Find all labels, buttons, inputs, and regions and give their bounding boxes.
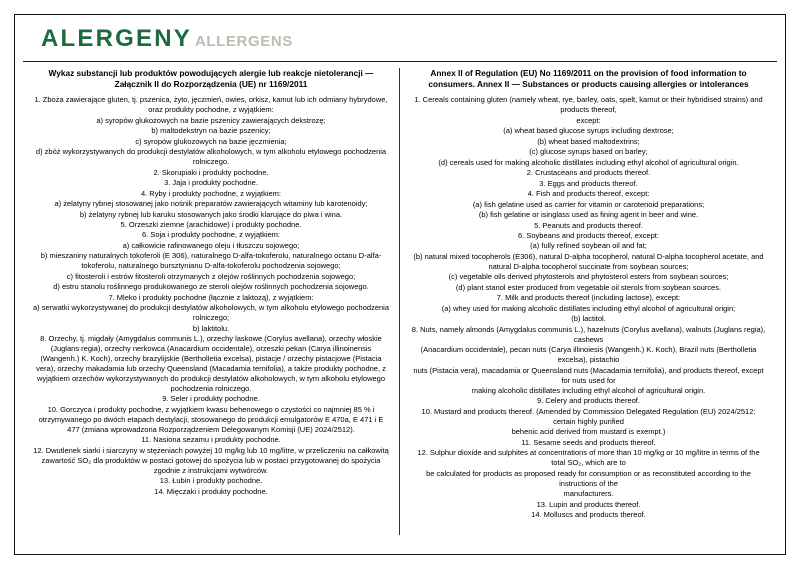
list-item: except: <box>576 115 601 125</box>
column-polish <box>23 68 400 535</box>
english-list <box>408 95 769 520</box>
list-item: 7. Mleko i produkty pochodne (łącznie z laktozą), z wyjątkiem: <box>108 292 314 302</box>
list-item: d) zbóż wykorzystywanych do produkcji destylatów alkoholowych, w tym alkoholu etylowego pochodzenia rolniczego. <box>35 147 387 167</box>
list-item: nuts (Pistacia vera), macadamia or Queensland nuts (Macadamia ternifolia), and products thereof, except for nuts used for <box>413 365 764 385</box>
list-item: b) mieszaniny naturalnych tokoferoli (E 306), naturalnego D-alfa-tokoferolu, naturalnego octanu D-alfa-tokoferolu, naturalnego bursztynianu D-alfa-tokoferolu pochodzenia sojowego; <box>40 251 382 271</box>
list-item: 13. Łubin i produkty pochodne. <box>159 476 263 486</box>
list-item: 4. Ryby i produkty pochodne, z wyjątkiem: <box>140 188 282 198</box>
list-item: (a) fully refined soybean oil and fat; <box>530 241 647 251</box>
list-item: (a) wheat based glucose syrups including dextrose; <box>503 126 674 136</box>
list-item: (Anacardium occidentale), pecan nuts (Carya illinoiesis (Wangenh.) K. Koch), Brazil nuts (Bertholletia excelsa), pistachio <box>420 345 757 365</box>
list-item: (b) fish gelatine or isinglass used as fining agent in beer and wine. <box>478 210 699 220</box>
list-item: making alcoholic distillates including ethyl alcohol of agricultural origin. <box>471 386 706 395</box>
english-heading: Annex II of Regulation (EU) No 1169/2011 on the provision of food information to consumers. Annex II — Substances or products causing allergies or intolerances <box>428 68 749 90</box>
list-item: c) syropów glukozowych na bazie jęczmienia; <box>135 136 287 146</box>
list-item: 11. Nasiona sezamu i produkty pochodne. <box>141 435 281 445</box>
list-item: 11. Sesame seeds and products thereof. <box>521 437 656 447</box>
list-item: 6. Soja i produkty pochodne, z wyjątkiem: <box>142 230 280 240</box>
polish-list <box>31 95 391 496</box>
columns-container <box>23 68 777 535</box>
list-item: c) fitosteroli i estrów fitosteroli otrzymanych z olejów roślinnych pochodzenia sojowego; <box>66 271 356 281</box>
list-item: (b) natural mixed tocopherols (E306), natural D-alpha tocopherol, natural D-alpha tocopherol acetate, and natural D-alpha tocopherol succinate from soybean sources; <box>413 251 764 271</box>
list-item: 13. Lupin and products thereof. <box>536 499 641 509</box>
list-item: 3. Eggs and products thereof. <box>539 178 638 188</box>
poster-header <box>23 25 777 53</box>
list-item: 1. Cereals containing gluten (namely wheat, rye, barley, oats, spelt, kamut or their hybridised strains) and products thereof, <box>414 95 763 115</box>
list-item: 6. Soybeans and products thereof, except: <box>518 230 659 240</box>
list-item: 9. Seler i produkty pochodne. <box>162 394 260 404</box>
list-item: a) serwatki wykorzystywanej do produkcji destylatów alkoholowych, w tym alkoholu etylowego pochodzenia rolniczego; <box>33 303 390 323</box>
list-item: (a) whey used for making alcoholic distillates including ethyl alcohol of agricultural origin; <box>441 303 736 313</box>
list-item: a) syropów glukozowych na bazie pszenicy zawierających dekstrozę; <box>96 115 326 125</box>
list-item: 10. Mustard and products thereof. (Amended by Commission Delegated Regulation (EU) 2024/2512: certain highly purified <box>421 406 756 426</box>
list-item: a) żelatyny rybnej stosowanej jako nośnik preparatów zawierających witaminy lub karotenoidy; <box>54 199 368 209</box>
list-item: b) żelatyny rybnej lub karuku stosowanych jako środki klarujące do piwa i wina. <box>79 209 343 219</box>
polish-heading: Wykaz substancji lub produktów powodujących alergie lub reakcje nietolerancji — Załącznik II do Rozporządzenia (UE) nr 1169/2011 <box>48 68 374 90</box>
poster-frame <box>14 14 786 555</box>
list-item: 5. Peanuts and products thereof. <box>534 220 643 230</box>
list-item: (c) glucose syrups based on barley; <box>529 147 648 157</box>
list-item: 9. Celery and products thereof. <box>537 396 640 406</box>
list-item: d) estru stanolu roślinnego produkowanego ze steroli olejów roślinnych pochodzenia sojowego. <box>53 282 369 292</box>
list-item: 8. Nuts, namely almonds (Amygdalus communis L.), hazelnuts (Corylus avellana), walnuts (Juglans regia), cashews <box>411 324 766 344</box>
page-title: ALERGENY <box>41 25 192 52</box>
list-item: 1. Zboża zawierające gluten, tj. pszenica, żyto, jęczmień, owies, orkisz, kamut lub ich odmiany hybrydowe, oraz produkty pochodne, z wyjątkiem: <box>34 95 388 115</box>
list-item: 5. Orzeszki ziemne (arachidowe) i produkty pochodne. <box>120 220 302 229</box>
list-item: 12. Sulphur dioxide and sulphites at concentrations of more than 10 mg/kg or 10 mg/litre in terms of the total SO₂, which are to <box>417 448 760 468</box>
list-item: 2. Skorupiaki i produkty pochodne. <box>153 167 269 177</box>
list-item: 14. Molluscs and products thereof. <box>531 510 646 520</box>
list-item: (a) fish gelatine used as carrier for vitamin or carotenoid preparations; <box>472 199 705 209</box>
list-item: b) laktitolu. <box>192 323 230 333</box>
list-item: 7. Milk and products thereof (including lactose), except: <box>496 293 681 303</box>
list-item: a) całkowicie rafinowanego oleju i tłuszczu sojowego; <box>122 240 300 250</box>
list-item: (d) plant stanol ester produced from vegetable oil sterols from soybean sources. <box>455 282 722 292</box>
list-item: (d) cereals used for making alcoholic distillates including ethyl alcohol of agricultural origin. <box>438 157 739 167</box>
list-item: 12. Dwutlenek siarki i siarczyny w stężeniach powyżej 10 mg/kg lub 10 mg/litre, w przeliczeniu na całkowitą zawartość SO₂ dla produktów w postaci gotowej do spożycia lub w postaci przygotowanej do spożycia zgodnie z instrukcjami wytwórców. <box>33 445 389 475</box>
list-item: be calculated for products as proposed ready for consumption or as reconstituted according to the instructions of the <box>426 468 751 488</box>
list-item: 3. Jaja i produkty pochodne. <box>164 178 258 188</box>
list-item: manufacturers. <box>563 489 614 499</box>
list-item: (b) wheat based maltodextrins; <box>537 136 640 146</box>
column-english <box>400 68 777 535</box>
list-item: b) maltodekstryn na bazie pszenicy; <box>151 126 271 136</box>
list-item: (c) vegetable oils derived phytosterols and phytosterol esters from soybean sources; <box>448 272 729 282</box>
list-item: 4. Fish and products thereof, except: <box>527 189 650 199</box>
page-subtitle: ALLERGENS <box>194 33 293 50</box>
list-item: 8. Orzechy, tj. migdały (Amygdalus communis L.), orzechy laskowe (Corylus avellana), orzechy włoskie (Juglans regia), orzechy nerkowca (Anacardium occidentale), orzeszki pekan (Carya illinoinensis (Wangenh.) K. Koch), orzechy brazylijskie (Bertholletia excelsa), pistacje / orzechy pistacjowe (Pistacia vera), orzechy makadamia lub orzechy Queensland (Macadamia ternifolia), a także produkty pochodne, z wyjątkiem orzechów wykorzystywanych do produkcji destylatów alkoholowych, w tym alkoholu etylowego pochodzenia rolniczego. <box>36 334 386 393</box>
list-item: 14. Mięczaki i produkty pochodne. <box>154 486 268 496</box>
list-item: behenic acid derived from mustard is exempt.) <box>511 427 666 437</box>
list-item: (b) lactitol. <box>571 314 606 324</box>
list-item: 10. Gorczyca i produkty pochodne, z wyjątkiem kwasu behenowego o czystości co najmniej 85 % i otrzymywanego po dwóch etapach destylacji, stosowanego do produkcji emulgatorów E 470a, E 471 i E 477 (zmiana wprowadzona Rozporządzeniem Delegowanym Komisji (UE) 2024/2512). <box>38 404 384 434</box>
header-divider <box>23 61 777 62</box>
list-item: 2. Crustaceans and products thereof. <box>526 168 651 178</box>
